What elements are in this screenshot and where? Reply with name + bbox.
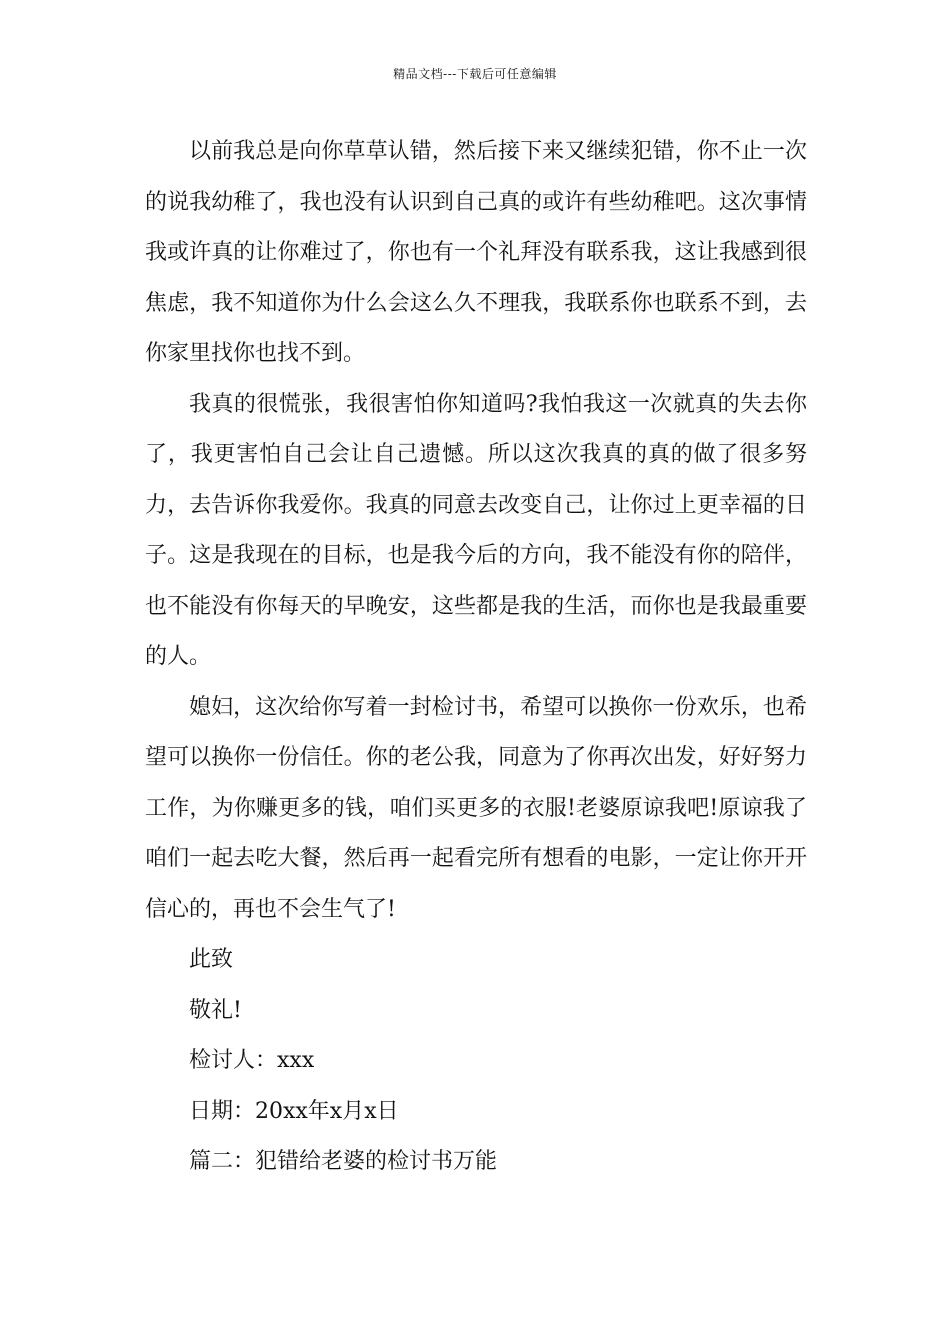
paragraph-2: 我真的很慌张，我很害怕你知道吗?我怕我这一次就真的失去你了，我更害怕自己会让自己遗憾。所以这次我真的真的做了很多努力，去告诉你我爱你。我真的同意去改变自己，让你过上更幸福的日子。这是我现在的目标，也是我今后的方向，我不能没有你的陪伴，也不能没有你每天的早晚安，这些都是我的生活，而你也是我最重要的人。	[145, 391, 807, 669]
document-body	[145, 127, 807, 1188]
closing-line: 此致	[189, 947, 234, 972]
paragraph-3: 媳妇，这次给你写着一封检讨书，希望可以换你一份欢乐，也希望可以换你一份信任。你的老公我，同意为了你再次出发，好好努力工作，为你赚更多的钱，咱们买更多的衣服!老婆原谅我吧!原谅我了咱们一起去吃大餐，然后再一起看完所有想看的电影，一定让你开开信心的，再也不会生气了!	[145, 694, 807, 922]
next-section-title: 篇二：犯错给老婆的检讨书万能	[189, 1149, 498, 1174]
signer-line: 检讨人：xxx	[189, 1048, 315, 1073]
paragraph-1: 以前我总是向你草草认错，然后接下来又继续犯错，你不止一次的说我幼稚了，我也没有认识到自己真的或许有些幼稚吧。这次事情我或许真的让你难过了，你也有一个礼拜没有联系我，这让我感到很焦虑，我不知道你为什么会这么久不理我，我联系你也联系不到，去你家里找你也找不到。	[145, 139, 807, 366]
date-line: 日期：20xx年x月x日	[189, 1098, 399, 1124]
page-header: 精品文档---下载后可任意编辑	[393, 67, 557, 81]
salute-line: 敬礼!	[189, 997, 242, 1023]
